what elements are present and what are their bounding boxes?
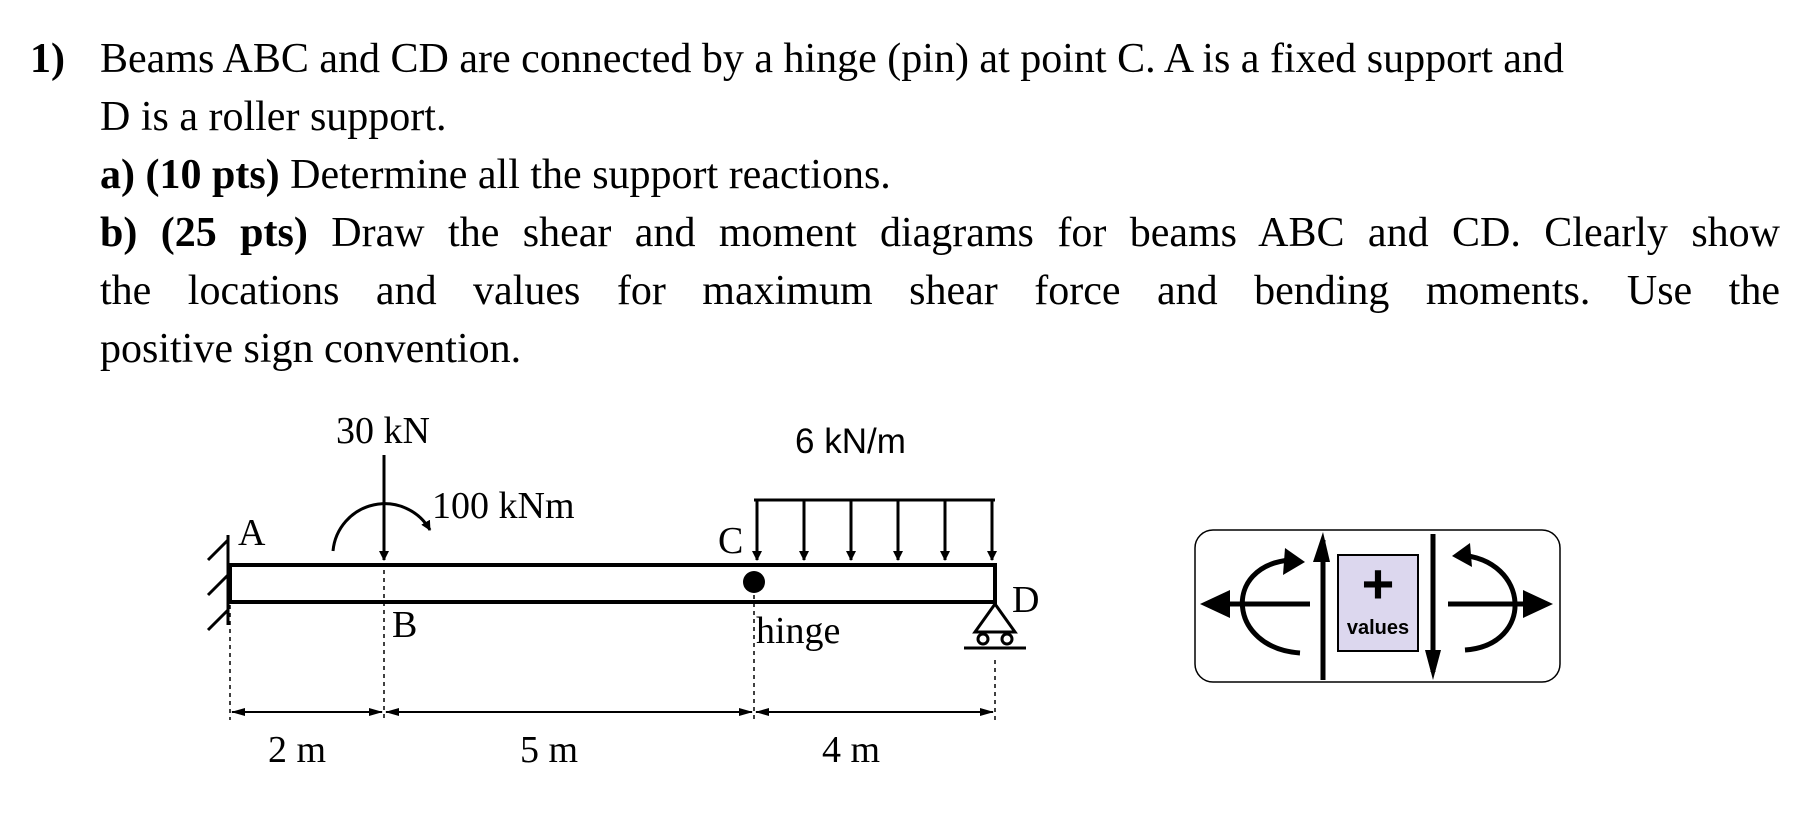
fixed-support-icon	[208, 535, 228, 630]
part-a-text: Determine all the support reactions.	[279, 152, 891, 198]
part-b-label: b) (25 pts)	[100, 210, 308, 256]
distributed-load-label: 6 kN/m	[795, 422, 906, 461]
sign-convention-legend	[1195, 530, 1560, 682]
hinge-pin-icon	[743, 571, 765, 593]
dimension-label-bc: 5 m	[520, 729, 579, 771]
point-label-b: B	[392, 604, 418, 646]
plus-icon: +	[1361, 552, 1395, 615]
moment-label: 100 kNm	[432, 485, 575, 527]
dimension-label-ab: 2 m	[268, 729, 327, 771]
point-label-d: D	[1012, 579, 1040, 621]
part-a-label: a) (10 pts)	[100, 152, 280, 198]
values-label: values	[1346, 617, 1410, 639]
point-label-a: A	[238, 512, 266, 554]
distributed-load-arrows	[754, 500, 995, 560]
dimension-label-cd: 4 m	[822, 729, 881, 771]
part-b-line-2: the locations and values for maximum shear force and bending moments. Use the	[100, 268, 1780, 314]
beam	[230, 565, 995, 602]
part-b-line-3: positive sign convention.	[100, 326, 522, 372]
point-label-c: C	[718, 520, 744, 562]
hinge-label: hinge	[756, 610, 841, 652]
intro-line-1: Beams ABC and CD are connected by a hinge (pin) at point C. A is a fixed support and	[100, 36, 1564, 82]
moment-arrow-icon	[333, 504, 430, 551]
part-b-text-1: Draw the shear and moment diagrams for beams ABC and CD. Clearly show	[307, 210, 1780, 256]
intro-line-2: D is a roller support.	[100, 94, 447, 140]
point-load-label: 30 kN	[336, 410, 430, 452]
problem-number: 1)	[30, 36, 65, 82]
